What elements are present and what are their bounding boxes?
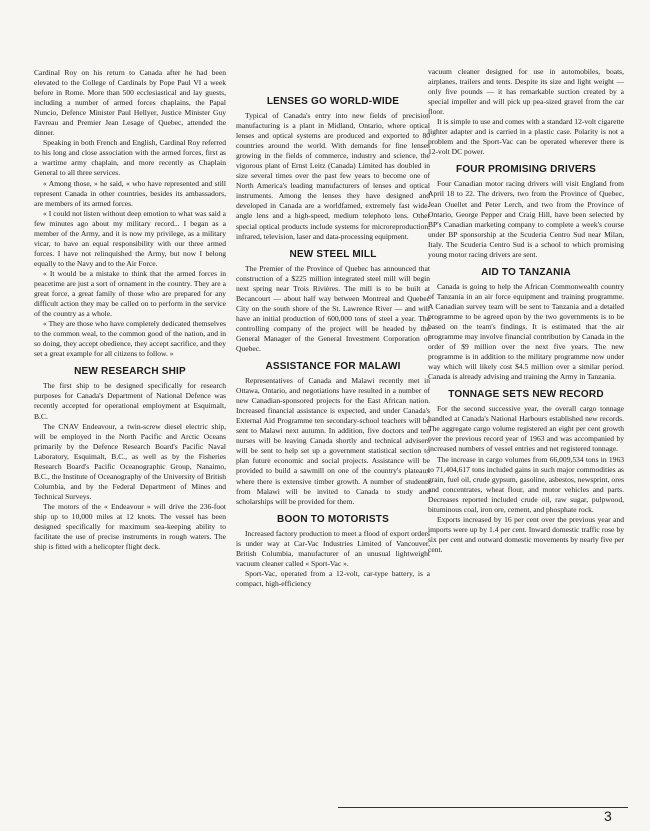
paragraph: « I could not listen without deep emotion to what was said a few minutes ago about my military record... I began as a member of the Army, and it is now my privilege, as a military vicar, to have an equal responsibility with our three armed forces. I have not relinquished the Army, but now I belong equally to the Navy and to the Air Force. xyxy=(34,208,226,268)
column-left xyxy=(34,68,226,552)
section-heading: AID TO TANZANIA xyxy=(481,266,571,278)
column-middle xyxy=(236,96,430,589)
paragraph: The first ship to be designed specifically for research purposes for Canada's Department of National Defence was recently accepted for operational employment at Esquimalt, B.C. xyxy=(34,381,226,421)
section-heading: BOON TO MOTORISTS xyxy=(277,513,389,525)
paragraph: vacuum cleaner designed for use in automobiles, boats, airplanes, trailers and tents. Despite its size and light weight — only five pounds — it has remarkable suction created by a special impeller and will pick up pea-sized gravel from the car floor. xyxy=(428,67,624,117)
paragraph: Typical of Canada's entry into new fields of precision manufacturing is a plant in Midland, Ontario, where optical lenses and optical systems are produced and exported to 80 countries around the world. With demands for fine lenses growing in the fields of commerce, industry and science, the vigorous plant of Ernst Leitz (Canada) Limited has doubled in size several times over the past few years to become one of North America's leading manufacturers of lenses and optical instruments. Among the lenses they have designed and developed in Canada are a worldfamed, extremely fast wide-angle lens and a high-speed, medium telephoto lens. Other special optical products include systems for microreproduction, infrared, television, laser and data-processing equipment. xyxy=(236,111,430,241)
footer-rule xyxy=(338,807,628,808)
paragraph: Increased factory production to meet a flood of export orders is under way at Car-Vac Industries Limited of Vancouver, British Columbia, manufacturer of an unusual lightweight vacuum cleaner called « Sport-Vac ». xyxy=(236,528,430,568)
paragraph: Sport-Vac, operated from a 12-volt, car-type battery, is a compact, high-efficiency xyxy=(236,568,430,588)
section-heading: NEW STEEL MILL xyxy=(289,248,377,260)
section-heading: FOUR PROMISING DRIVERS xyxy=(456,164,596,176)
paragraph: Cardinal Roy on his return to Canada after he had been elevated to the College of Cardinals by Pope Paul VI a week before in Rome. More than 500 ecclesiastical and lay guests, including a number of armed forces chaplains, the Papal Nuncio, Defence Minister Paul Hellyer, Justice Minister Guy Favreau and Premier Jean Lesage of Quebec, attended the dinner. xyxy=(34,68,226,138)
paragraph: Speaking in both French and English, Cardinal Roy referred to his long and close association with the armed forces, first as a wartime army chaplain, and more recently as Chaplain General to all three services. xyxy=(34,138,226,178)
paragraph: « It would be a mistake to think that the armed forces in peacetime are just a sort of ornament in the country. They are a great force, a great family of those who are prepared for any difficult action they may be called on to perform in the service of the country as a whole. xyxy=(34,268,226,319)
paragraph: Representatives of Canada and Malawi recently met in Ottawa, Ontario, and negotiations have resulted in a number of new Canadian-sponsored projects for the East African nation. Increased financial assistance is expected, and under Canada's External Aid Programme ten secondary-school teachers will be sent to Malawi next autumn. In addition, five doctors and ten nurses will be leaving Canada shortly and technical advisers will be sent to help set up a government statistical section to plan future economic and social projects. Assistance will be provided to build a sawmill on one of the country's plateaux where there is extensive timber growth. A number of students from Malawi will be invited to Canada to study and scholarships will be provided for them. xyxy=(236,376,430,506)
paragraph: Four Canadian motor racing drivers will visit England from April 18 to 22. The drivers, two from the Province of Quebec, Jean Ouellet and Peter Lerch, and two from the Province of Ontario, George Pepper and Craig Hill, have been selected by BP's Canadian marketing company to complete a week's course under BP sponsorship at the Scuderia Centro Sud near Milan, Italy. The Scuderia Centro Sud is a school to which promising young motor racing drivers are sent. xyxy=(428,179,624,259)
paragraph: The motors of the « Endeavour » will drive the 236-foot ship up to 10,000 miles at 12 knots. The vessel has been designed specifically for maximum sea-keeping ability to facilitate the use of precise instruments in rough waters. The ship is fitted with a helicopter flight deck. xyxy=(34,501,226,552)
page-number: 3 xyxy=(604,808,612,824)
section-heading: NEW RESEARCH SHIP xyxy=(74,366,186,378)
paragraph: « They are those who have completely dedicated themselves to the common weal, to the common good of the nation, and in so doing, they accept obedience, they accept sacrifice, and they set a great example for all citizens to follow. » xyxy=(34,319,226,359)
paragraph: Exports increased by 16 per cent over the previous year and imports were up by 1.4 per cent. Inward domestic traffic rose by six per cent and outward domestic movements by nearly five per cent. xyxy=(428,514,624,554)
paragraph: For the second successive year, the overall cargo tonnage handled at Canada's National Harbours established new records. The aggregate cargo volume registered an eight per cent growth over the previous record year of 1963 and was accompanied by increased numbers of vessel entries and net registered tonnage. xyxy=(428,404,624,454)
paragraph: The CNAV Endeavour, a twin-screw diesel electric ship, will be employed in the North Pacific and Arctic Oceans primarily by the Defence Research Board's Pacific Naval Laboratory, Esquimalt, B.C., as well as by the Fisheries Research Board's Pacific Oceanographic Group, Nanaimo, B.C., the Institute of Oceanography of the University of British Columbia, and by the Federal Department of Mines and Technical Surveys. xyxy=(34,421,226,501)
paragraph: The Premier of the Province of Quebec has announced that construction of a $225 million integrated steel mill will begin next spring near Trois Rivières. The mill is to be built at Becancourt — about half way between Montreal and Quebec City on the south shore of the St. Lawrence River — and will have an initial production of 600,000 tons of steel a year. The controlling company of the project will be headed by the General Manager of the General Investment Corporation of Quebec. xyxy=(236,263,430,353)
section-heading: ASSISTANCE FOR MALAWI xyxy=(265,361,401,373)
section-heading: LENSES GO WORLD-WIDE xyxy=(266,96,400,107)
section-heading: TONNAGE SETS NEW RECORD xyxy=(448,389,604,401)
column-right xyxy=(428,67,624,555)
paragraph: « Among those, » he said, « who have represented and still represent Canada in other countries, besides its ambassadors, are members of its armed forces. xyxy=(34,178,226,208)
paragraph: Canada is going to help the African Commonwealth country of Tanzania in an air force equipment and training programme. A Canadian survey team will be sent to Tanzania and a detailed programme to be agreed upon by the two governments is to be based on the team's findings. It is estimated that the air programme may involve financial contribution by Canada in the order of $9 million over the next five years. The new programme is in addition to the military programme now under way which will likely cost $4.5 million over a similar period. Canada is already advising and training the Army in Tanzania. xyxy=(428,281,624,382)
paragraph: The increase in cargo volumes from 66,009,534 tons in 1963 to 71,404,617 tons included gains in such major commodities as grain, fuel oil, crude gypsum, gasoline, asbestos, newsprint, ores and concentrates, wheat flour, and motor vehicles and parts. Decreases reported included crude oil, raw sugar, pulpwood, bituminous coal, iron ore, cement, and phosphate rock. xyxy=(428,454,624,514)
paragraph: It is simple to use and comes with a standard 12-volt cigarette lighter adapter and is carried in a plastic case. Polarity is not a problem and the Sport-Vac can be operated wherever there is 12-volt DC power. xyxy=(428,117,624,157)
